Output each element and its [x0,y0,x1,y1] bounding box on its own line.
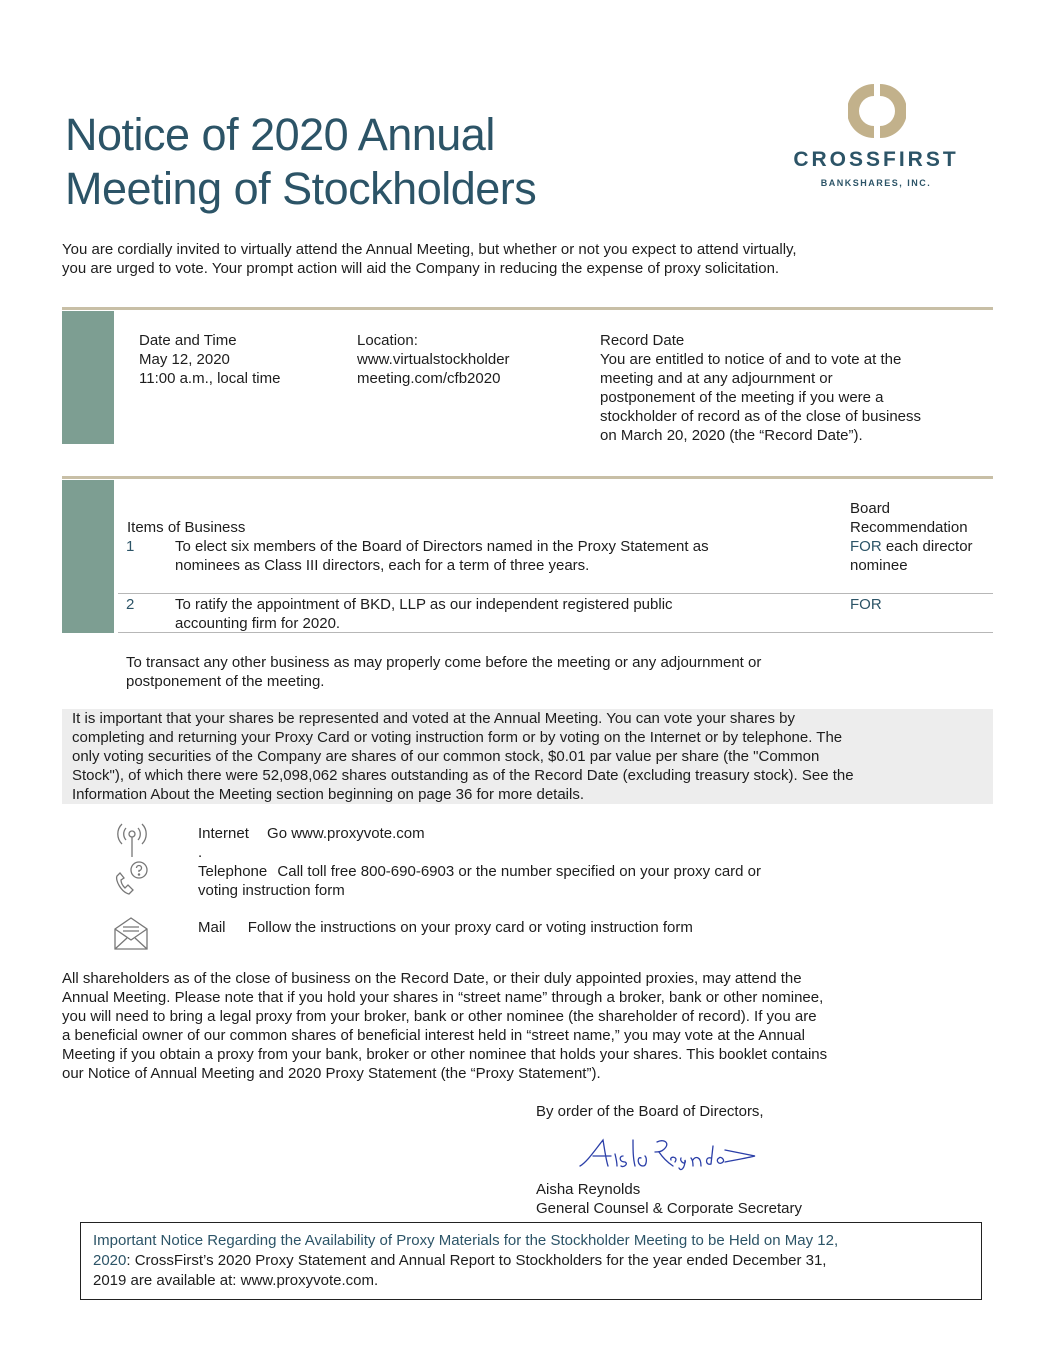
signer-name: Aisha Reynolds [536,1181,641,1198]
location-url-2: meeting.com/cfb2020 [357,370,501,387]
notice-heading: Important Notice Regarding the Availability of Proxy Materials for the Stockholder Meeting to be Held on May 12, [93,1232,839,1249]
item-text: To ratify the appointment of BKD, LLP as our independent registered public accounting firm for 2020. [175,596,673,632]
date-time-block [139,331,339,388]
phone-question-icon [111,858,151,898]
mail-option [198,918,693,937]
table-divider [118,593,993,594]
for-label: FOR [850,538,882,555]
record-date-block: Record Date You are entitled to notice of and to vote at the meeting and at any adjournment or postponement of the meeting if you were a stockholder of record as of the close of business on March 20, 2020 (the “Record Date”). [600,331,990,445]
section-rule [62,476,993,479]
meeting-time: 11:00 a.m., local time [139,370,281,387]
page-title [65,108,536,216]
crossfirst-logo-icon [848,82,906,140]
section-rule [62,307,993,310]
location-url-1: www.virtualstockholder [357,351,510,368]
date-heading: Date and Time [139,332,237,349]
section-accent-bar [62,480,114,633]
internet-text: Go www.proxyvote.com [267,825,425,842]
mail-text: Follow the instructions on your proxy card or voting instruction form [247,919,693,936]
signer-block [536,1180,802,1218]
telephone-option: Telephone Call toll free 800-690-6903 or the number specified on your proxy card or voting instruction form [198,863,762,899]
item-number: 2 [126,596,135,613]
signer-title: General Counsel & Corporate Secretary [536,1200,802,1217]
item-number: 1 [126,538,135,555]
telephone-text: Call toll free 800-690-6903 or the number specified on your proxy card or [277,863,762,880]
handwritten-signature [575,1132,760,1174]
location-block [357,331,577,388]
meeting-date: May 12, 2020 [139,351,230,368]
section-accent-bar [62,311,114,444]
item-recommendation: FOR each director nominee [850,538,973,574]
mail-label: Mail [198,919,226,936]
mail-icon [111,913,151,953]
intro-paragraph: You are cordially invited to virtually attend the Annual Meeting, but whether or not you expect to attend virtually, you are urged to vote. Your prompt action will aid the Company in reducing the expense of proxy solicitation. [62,241,797,277]
items-heading: Items of Business [127,519,246,536]
antenna-icon [112,820,152,860]
record-heading: Record Date [600,332,685,349]
other-business: To transact any other business as may properly come before the meeting or any adjournment or postponement of the meeting. [126,654,762,690]
telephone-label: Telephone [198,863,268,880]
logo-subtitle: BANKSHARES, INC. [820,178,932,188]
internet-label: Internet [198,825,249,842]
attendance-paragraph: All shareholders as of the close of business on the Record Date, or their duly appointed proxies, may attend the Annual Meeting. Please note that if you hold your shares in “street name” through a broker, bank or other nominee, you will need to bring a legal proxy from your broker, bank or other nominee (the shareholder of record). If you are a beneficial owner of our common shares of beneficial interest held in “street name,” you may vote at the Annual Meeting if you obtain a proxy from your bank, broker or other nominee that holds your shares. This booklet contains our Notice of Annual Meeting and 2020 Proxy Statement (the “Proxy Statement”). [62,970,828,1082]
location-heading: Location: [357,332,418,349]
title-line-2: Meeting of Stockholders [65,163,537,214]
table-divider [118,632,993,633]
internet-option [198,824,425,843]
item-text: To elect six members of the Board of Directors named in the Proxy Statement as nominees as Class III directors, each for a term of three years. [175,538,709,574]
important-voting-box: It is important that your shares be represented and voted at the Annual Meeting. You can vote your shares by completing and returning your Proxy Card or voting instruction form or by voting on the Internet or by telephone. The only voting securities of the Company are shares of our common stock, $0.01 par value per share (the "Common Stock"), of which there were 52,098,062 shares outstanding as of the Record Date (excluding treasury stock). See the Information About the Meeting section beginning on page 36 for more details. [62,709,993,804]
board-recommendation-heading: Board Recommendation [850,500,968,536]
title-line-1: Notice of 2020 Annual [65,109,495,160]
proxy-availability-notice: Important Notice Regarding the Availability of Proxy Materials for the Stockholder Meeting to be Held on May 12, 2020: CrossFirst’s 2020 Proxy Statement and Annual Report to Stockholders for the year ended December 31, 2019 are available at: www.proxyvote.com. [80,1222,982,1300]
item-recommendation: FOR [850,596,882,613]
by-order-text: By order of the Board of Directors, [536,1103,764,1120]
logo-name: CROSSFIRST [793,148,959,171]
